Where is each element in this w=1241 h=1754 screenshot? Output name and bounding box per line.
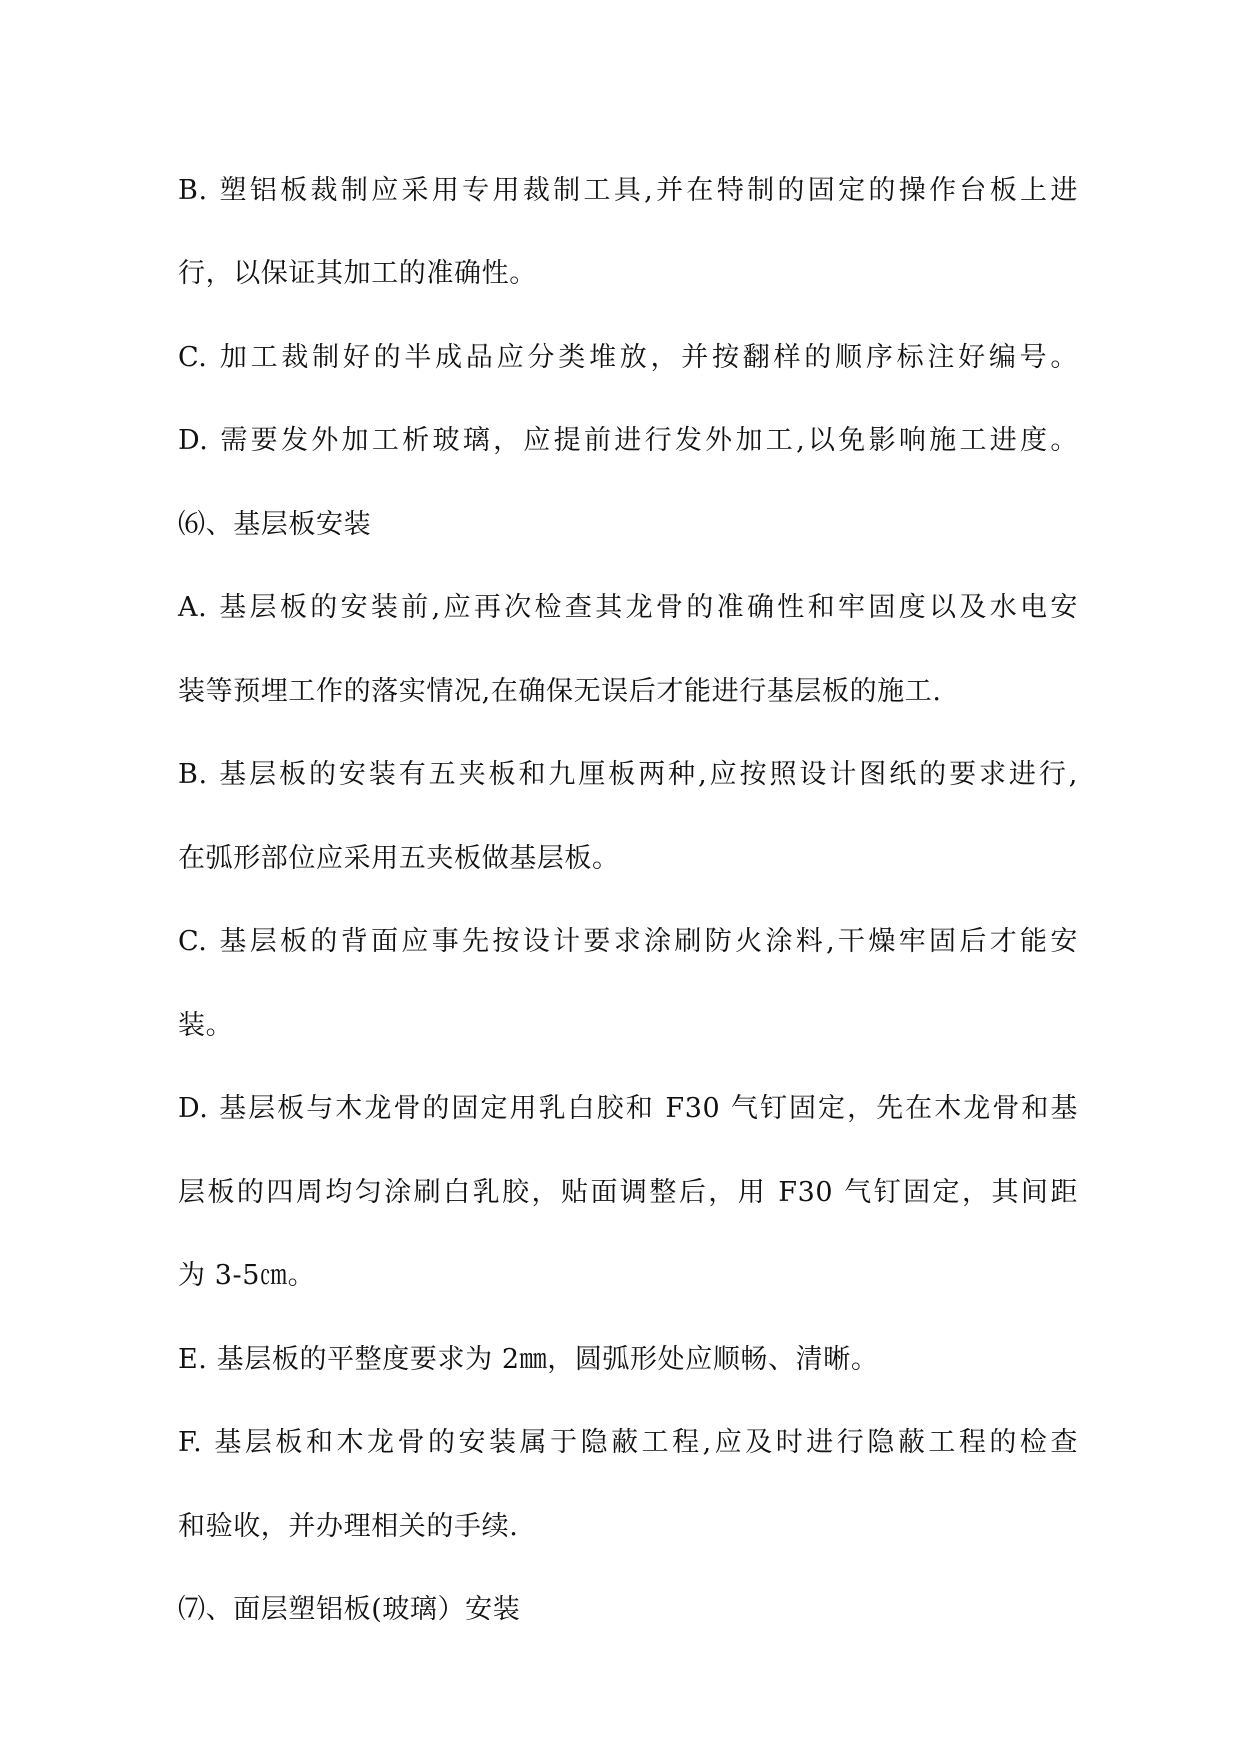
paragraph-d2-line-2: 层板的四周均匀涂刷白乳胶，贴面调整后，用 F30 气钉固定，其间距: [178, 1177, 1078, 1208]
paragraph-d2-line-3: 为 3-5㎝。: [178, 1260, 316, 1291]
paragraph-e: E. 基层板的平整度要求为 2㎜，圆弧形处应顺畅、清晰。: [178, 1344, 879, 1375]
paragraph-f-line-1: F. 基层板和木龙骨的安装属于隐蔽工程,应及时进行隐蔽工程的检查: [178, 1427, 1078, 1458]
paragraph-a-line-2: 装等预埋工作的落实情况,在确保无误后才能进行基层板的施工.: [178, 676, 942, 707]
paragraph-d: D. 需要发外加工析玻璃，应提前进行发外加工,以免影响施工进度。: [178, 425, 1078, 456]
paragraph-b2-line-1: B. 基层板的安装有五夹板和九厘板两种,应按照设计图纸的要求进行,: [178, 759, 1078, 790]
section-heading-6: ⑹、基层板安装: [178, 509, 372, 540]
paragraph-c2-line-2: 装。: [178, 1010, 234, 1041]
paragraph-b-line-2: 行，以保证其加工的准确性。: [178, 258, 537, 289]
paragraph-b2-line-2: 在弧形部位应采用五夹板做基层板。: [178, 843, 620, 874]
paragraph-a-line-1: A. 基层板的安装前,应再次检查其龙骨的准确性和牢固度以及水电安: [178, 592, 1078, 623]
paragraph-c2-line-1: C. 基层板的背面应事先按设计要求涂刷防火涂料,干燥牢固后才能安: [178, 926, 1078, 957]
paragraph-b-line-1: B. 塑铝板裁制应采用专用裁制工具,并在特制的固定的操作台板上进: [178, 175, 1078, 206]
section-heading-7: ⑺、面层塑铝板(玻璃）安装: [178, 1594, 521, 1625]
paragraph-f-line-2: 和验收，并办理相关的手续.: [178, 1511, 519, 1542]
paragraph-d2-line-1: D. 基层板与木龙骨的固定用乳白胶和 F30 气钉固定，先在木龙骨和基: [178, 1093, 1078, 1124]
paragraph-c: C. 加工裁制好的半成品应分类堆放，并按翻样的顺序标注好编号。: [178, 342, 1078, 373]
